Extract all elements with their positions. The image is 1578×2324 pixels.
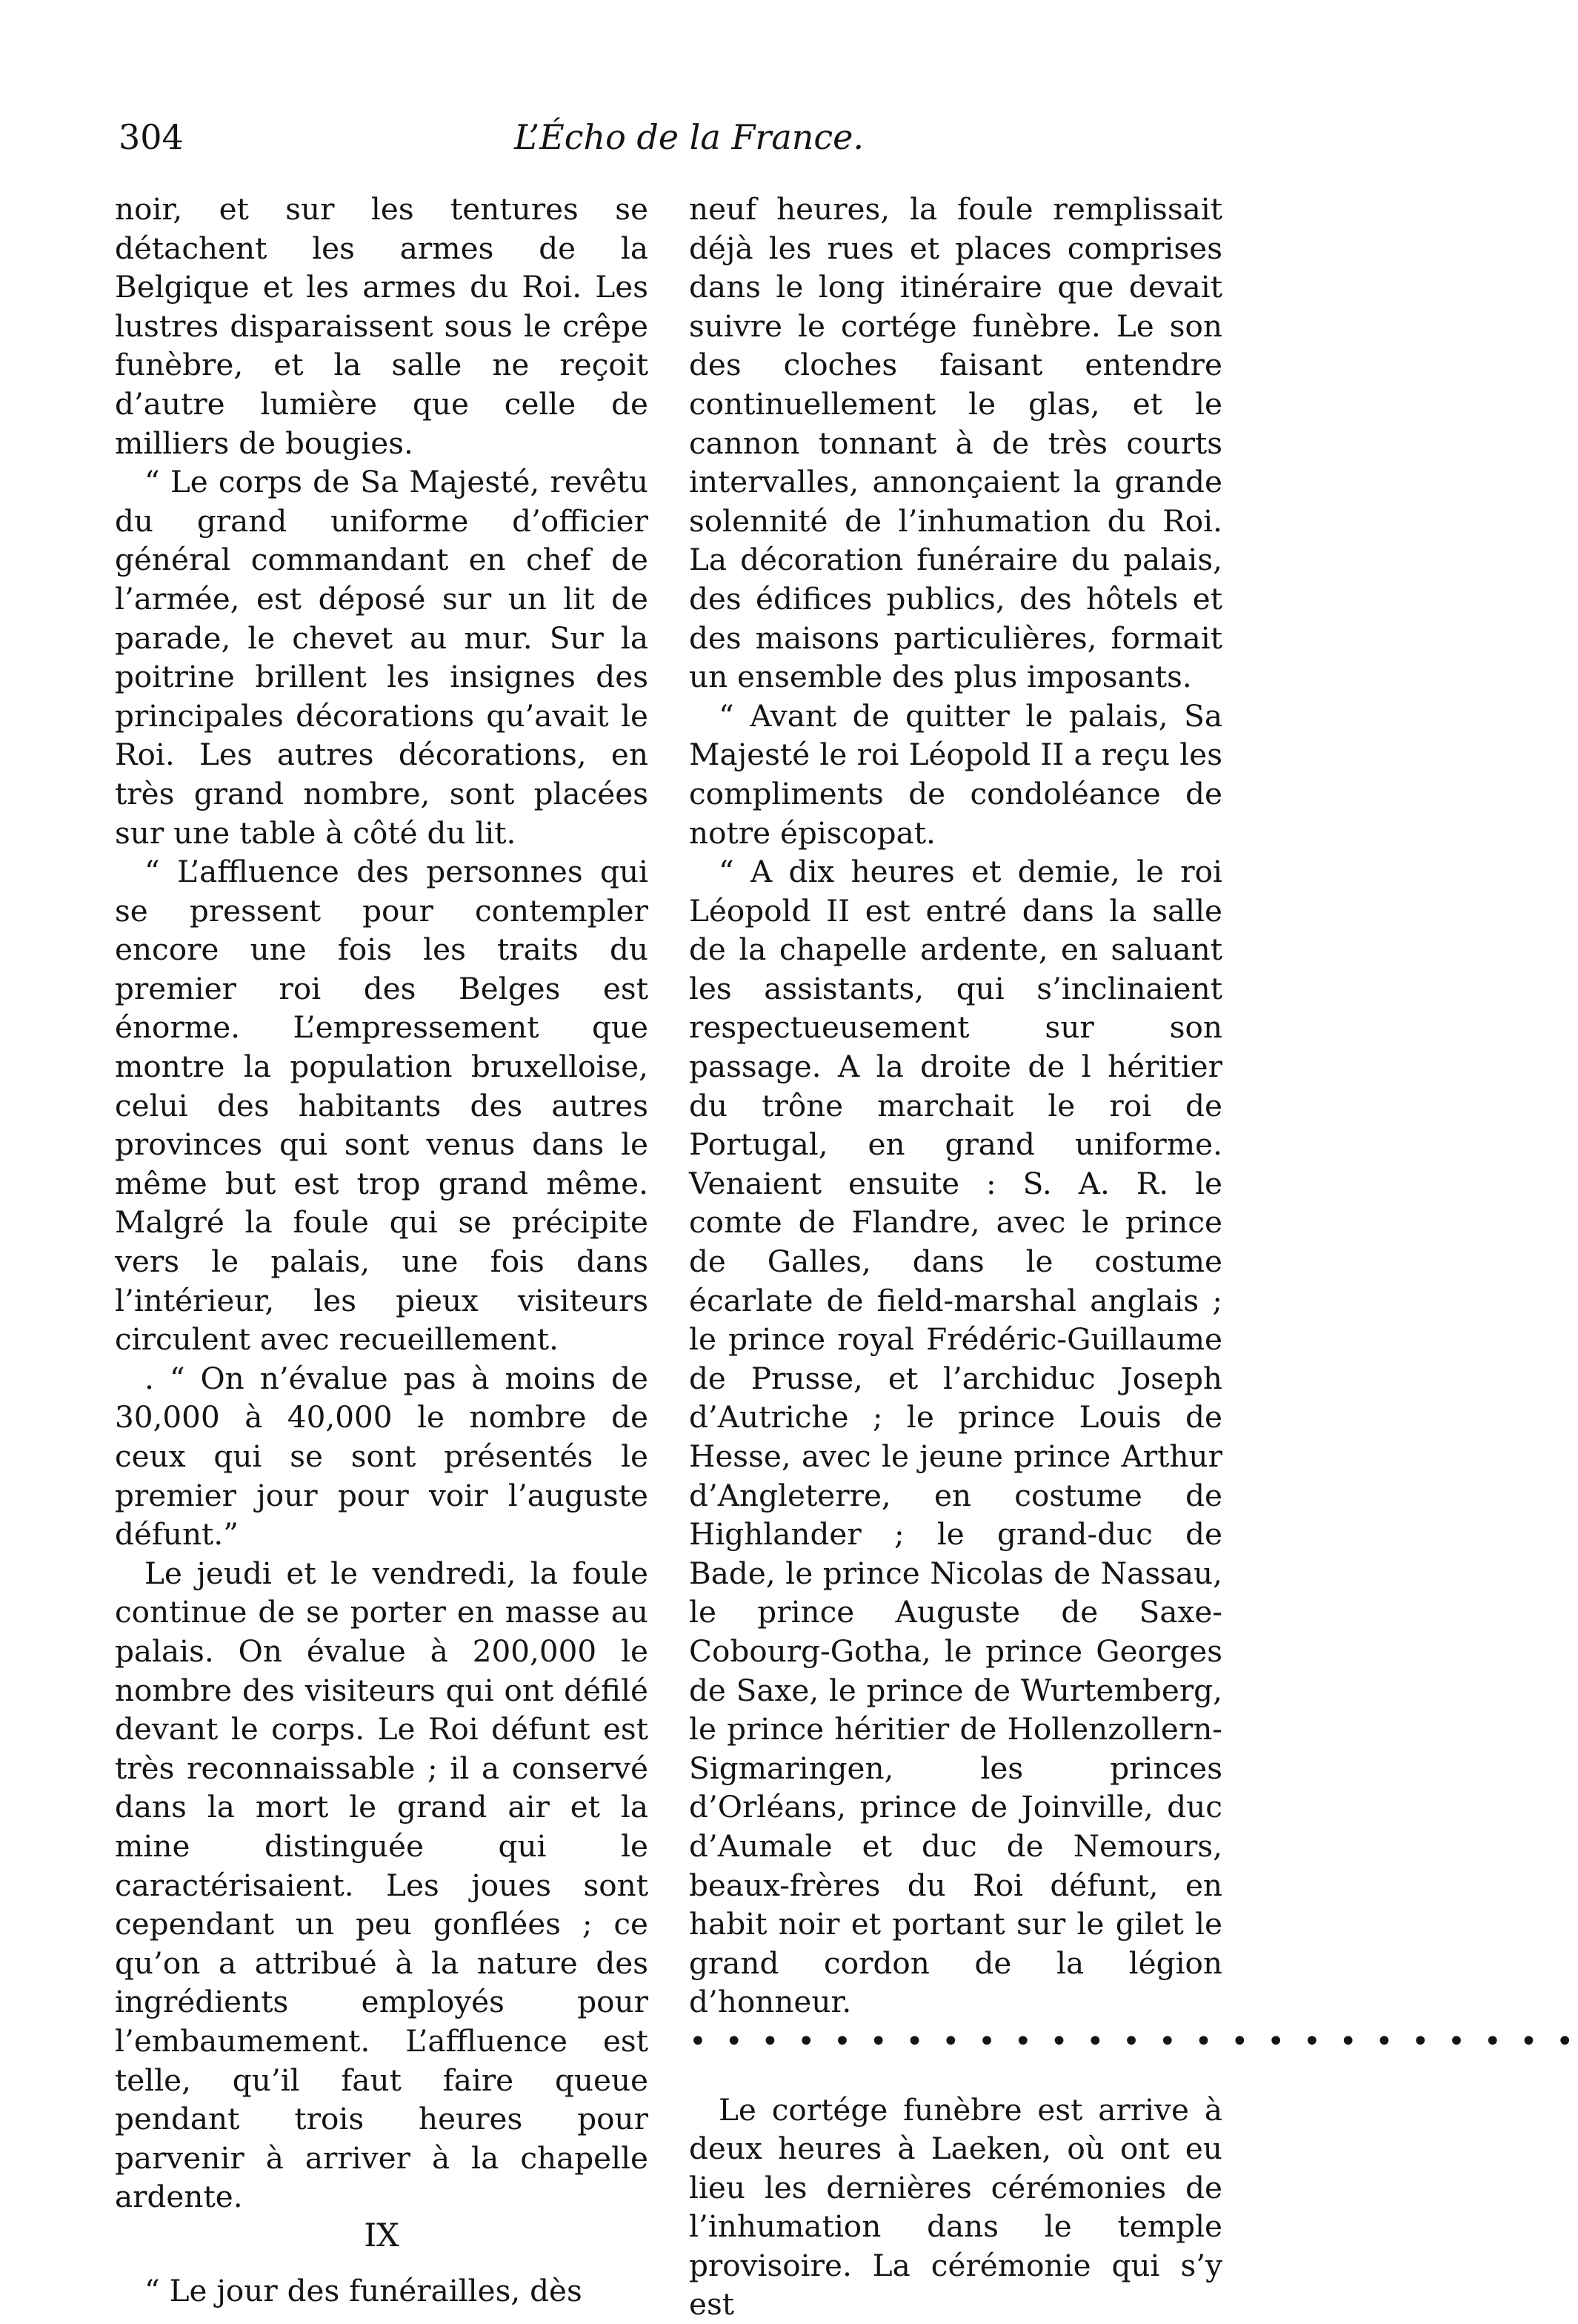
paragraph: noir, et sur les tentures se détachent les armes de la Belgique et les armes du Roi. Les lustres disparaissent sous le crêpe funèbre, et la salle ne reçoit d’autre lumière que celle de milliers de bougies.	[115, 190, 648, 462]
running-title: L’Écho de la France.	[119, 117, 1259, 157]
paragraph: neuf heures, la foule remplissait déjà les rues et places comprises dans le long itinéraire que devait suivre le cortége funèbre. Le son des cloches faisant entendre continuellement le glas, et le cannon tonnant à de très courts intervalles, annonçaient la grande solennité de l’inhumation du Roi. La décoration funéraire du palais, des édifices publics, des hôtels et des maisons particulières, formait un ensemble des plus imposants.	[689, 190, 1222, 697]
paragraph: “ Le corps de Sa Majesté, revêtu du grand uniforme d’officier général commandant en chef de l’armée, est déposé sur un lit de parade, le chevet au mur. Sur la poitrine brillent les insignes des principales décorations qu’avait le Roi. Les autres décorations, en très grand nombre, sont placées sur une table à côté du lit.	[115, 462, 648, 852]
section-heading: IX	[115, 2217, 648, 2256]
page-header	[119, 117, 1259, 169]
left-column	[115, 190, 648, 2311]
paragraph: Le cortége funèbre est arrive à deux heures à Laeken, où ont eu lieu les dernières cérémonies de l’inhumation dans le temple provisoire. La cérémonie qui s’y est	[689, 2091, 1222, 2324]
paragraph: “ Avant de quitter le palais, Sa Majesté le roi Léopold II a reçu les compliments de condoléance de notre épiscopat.	[689, 697, 1222, 852]
page-number: 304	[119, 117, 184, 157]
paragraph: “ L’affluence des personnes qui se pressent pour contempler encore une fois les traits du premier roi des Belges est énorme. L’empressement que montre la population bruxelloise, celui des habitants des autres provinces qui sont venus dans le même but est trop grand même. Malgré la foule qui se précipite vers le palais, une fois dans l’intérieur, les pieux visiteurs circulent avec recueillement.	[115, 852, 648, 1359]
paragraph: “ Le jour des funérailles, dès	[115, 2271, 648, 2311]
paragraph: “ A dix heures et demie, le roi Léopold II est entré dans la salle de la chapelle ardente, en saluant les assistants, qui s’inclinaient respectueusement sur son passage. A la droite de l héritier du trône marchait le roi de Portugal, en grand uniforme. Venaient ensuite : S. A. R. le comte de Flandre, avec le prince de Galles, dans le costume écarlate de field-marshal anglais ; le prince royal Frédéric-Guillaume de Prusse, et l’archiduc Joseph d’Autriche ; le prince Louis de Hesse, avec le jeune prince Arthur d’Angleterre, en costume de Highlander ; le grand-duc de Bade, le prince Nicolas de Nassau, le prince Auguste de Saxe-Cobourg-Gotha, le prince Georges de Saxe, le prince de Wurtemberg, le prince héritier de Hollenzollern-Sigmaringen, les princes d’Orléans, prince de Joinville, duc d’Aumale et duc de Nemours, beaux-frères du Roi défunt, en habit noir et portant sur le gilet le grand cordon de la légion d’honneur.	[689, 852, 1222, 2022]
paragraph: Le jeudi et le vendredi, la foule continue de se porter en masse au palais. On évalue à 200,000 le nombre des visiteurs qui ont défilé devant le corps. Le Roi défunt est très reconnaissable ; il a conservé dans la mort le grand air et la mine distinguée qui le caractérisaient. Les joues sont cependant un peu gonflées ; ce qu’on a attribué à la nature des ingrédients employés pour l’embaumement. L’affluence est telle, qu’il faut faire queue pendant trois heures pour parvenir à arriver à la chapelle ardente.	[115, 1554, 648, 2217]
right-column	[689, 190, 1222, 2324]
dot-separator: • • • • • • • • • • • • • • • • • • • • • • • • •	[689, 2022, 1222, 2061]
paragraph: . “ On n’évalue pas à moins de 30,000 à 40,000 le nombre de ceux qui se sont présentés le premier jour pour voir l’auguste défunt.”	[115, 1359, 648, 1554]
